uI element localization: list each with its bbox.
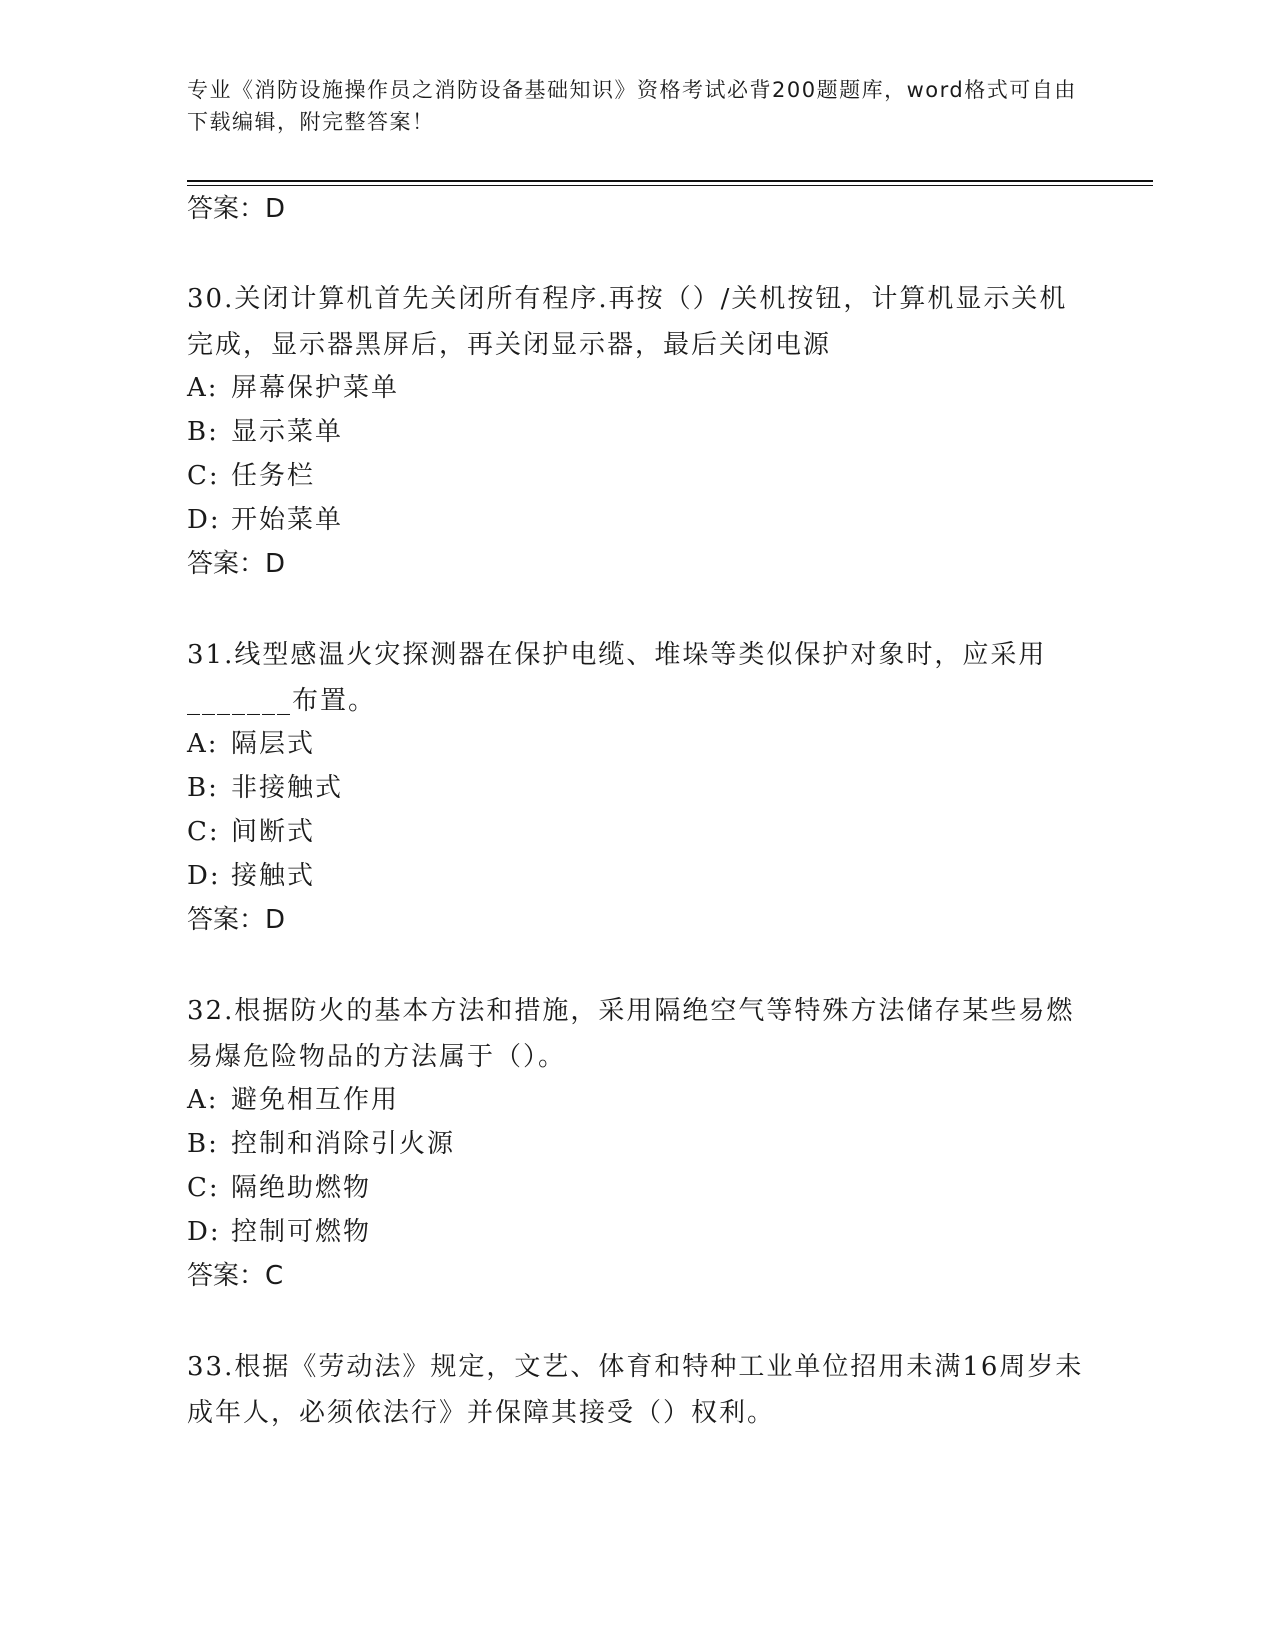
- option-key: C:: [187, 1173, 220, 1203]
- option-text: 控制和消除引火源: [231, 1129, 456, 1159]
- option-key: A:: [187, 373, 219, 403]
- question-30-option-c: [187, 458, 315, 494]
- option-key: C:: [187, 461, 220, 491]
- question-32-option-b: [187, 1126, 455, 1162]
- question-30-option-d: [187, 502, 343, 538]
- question-32-option-d: [187, 1214, 371, 1250]
- option-key: D:: [187, 1217, 221, 1247]
- question-33-stem: 33.根据《劳动法》规定，文艺、体育和特种工业单位招用未满16周岁未成年人，必须依法行》并保障其接受（）权利。: [187, 1352, 1084, 1428]
- option-key: A:: [187, 729, 219, 759]
- option-text: 接触式: [231, 861, 316, 891]
- option-text: 任务栏: [231, 461, 316, 491]
- option-text: 开始菜单: [231, 505, 344, 535]
- option-key: B:: [187, 417, 219, 447]
- document-header: 专业《消防设施操作员之消防设备基础知识》资格考试必背200题题库，word格式可自由下载编辑，附完整答案！: [187, 78, 1077, 134]
- option-text: 屏幕保护菜单: [231, 373, 400, 403]
- option-text: 隔绝助燃物: [231, 1173, 372, 1203]
- option-text: 间断式: [231, 817, 316, 847]
- question-30-stem: 30.关闭计算机首先关闭所有程序.再按（）/关机按钮，计算机显示关机完成，显示器黑屏后，再关闭显示器，最后关闭电源: [187, 284, 1068, 360]
- question-31-option-b: [187, 770, 343, 806]
- question-32-stem: 32.根据防火的基本方法和措施，采用隔绝空气等特殊方法储存某些易燃易爆危险物品的方法属于（）。: [187, 996, 1075, 1072]
- question-32-option-a: [187, 1082, 399, 1118]
- option-text: 显示菜单: [231, 417, 344, 447]
- question-31-option-a: [187, 726, 315, 762]
- option-key: D:: [187, 505, 221, 535]
- question-32-option-c: [187, 1170, 371, 1206]
- question-32-answer: 答案：C: [187, 1261, 284, 1291]
- header-rule: [187, 180, 1153, 182]
- option-key: B:: [187, 1129, 219, 1159]
- question-30-answer: 答案：D: [187, 549, 286, 579]
- question-31-option-c: [187, 814, 315, 850]
- option-key: A:: [187, 1085, 219, 1115]
- option-key: D:: [187, 861, 221, 891]
- question-31-option-d: [187, 858, 315, 894]
- option-text: 非接触式: [231, 773, 344, 803]
- question-30-option-a: [187, 370, 399, 406]
- option-text: 避免相互作用: [231, 1085, 400, 1115]
- option-key: C:: [187, 817, 220, 847]
- option-key: B:: [187, 773, 219, 803]
- header-rule-thin: [187, 185, 1153, 186]
- question-31-stem: 31.线型感温火灾探测器在保护电缆、堆垛等类似保护对象时，应采用_______布置。: [187, 640, 1047, 716]
- option-text: 隔层式: [231, 729, 316, 759]
- question-31-answer: 答案：D: [187, 905, 286, 935]
- option-text: 控制可燃物: [231, 1217, 372, 1247]
- question-30-option-b: [187, 414, 343, 450]
- answer-previous: 答案：D: [187, 194, 286, 224]
